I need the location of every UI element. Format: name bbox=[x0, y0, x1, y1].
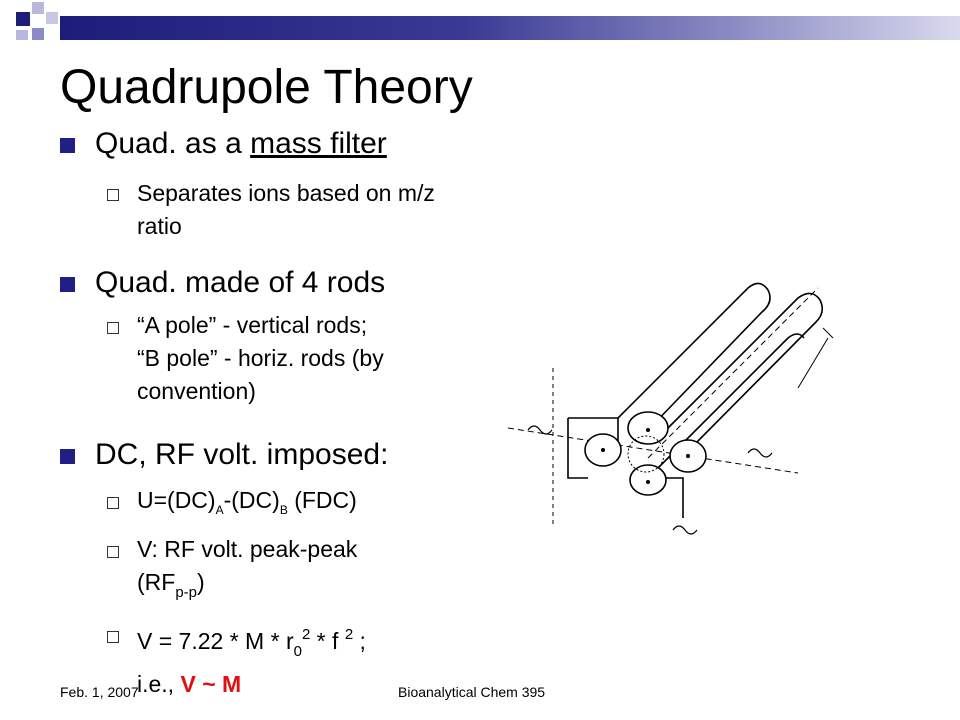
bullet-mass-filter: Quad. as a mass filter bbox=[95, 127, 387, 160]
v-proportional-m: V ~ M bbox=[180, 671, 242, 697]
footer-date: Feb. 1, 2007 bbox=[60, 684, 139, 700]
bullet-four-rods: Quad. made of 4 rods bbox=[95, 266, 386, 299]
quadrupole-rods-diagram bbox=[498, 268, 838, 558]
sub-bullet-box-icon bbox=[107, 546, 119, 558]
bullet-dc-rf: DC, RF volt. imposed: bbox=[95, 438, 389, 471]
slide-title: Quadrupole Theory bbox=[60, 61, 473, 114]
bullet-square-icon bbox=[60, 277, 75, 292]
sub-bullet-u-formula: $U=(DC)_A-(DC)_B$ (FDC) bbox=[137, 487, 357, 517]
sub-bullet-separates: Separates ions based on m/z ratio bbox=[137, 180, 435, 239]
footer-course: Bioanalytical Chem 395 bbox=[398, 684, 546, 700]
header-gradient-bar bbox=[60, 16, 960, 40]
sub-bullet-poles: “A pole” - vertical rods; “B pole” - horiz. rods (by convention) bbox=[137, 312, 384, 404]
mass-filter-link[interactable]: mass filter bbox=[250, 127, 387, 160]
bullet-square-icon bbox=[60, 449, 75, 464]
sub-bullet-box-icon bbox=[107, 497, 119, 509]
bullet-square-icon bbox=[60, 138, 75, 153]
sub-bullet-box-icon bbox=[107, 322, 119, 334]
sub-bullet-v-formula: $V = 7.22 * M * r_0^2 * f$ $^2$ ; i.e., V ~ M bbox=[137, 626, 366, 697]
sub-bullet-v-rf: V: RF volt. peak-peak $(RF_{p-p})$ bbox=[137, 536, 358, 601]
sub-bullet-box-icon bbox=[107, 631, 119, 643]
sub-bullet-box-icon bbox=[107, 189, 119, 201]
